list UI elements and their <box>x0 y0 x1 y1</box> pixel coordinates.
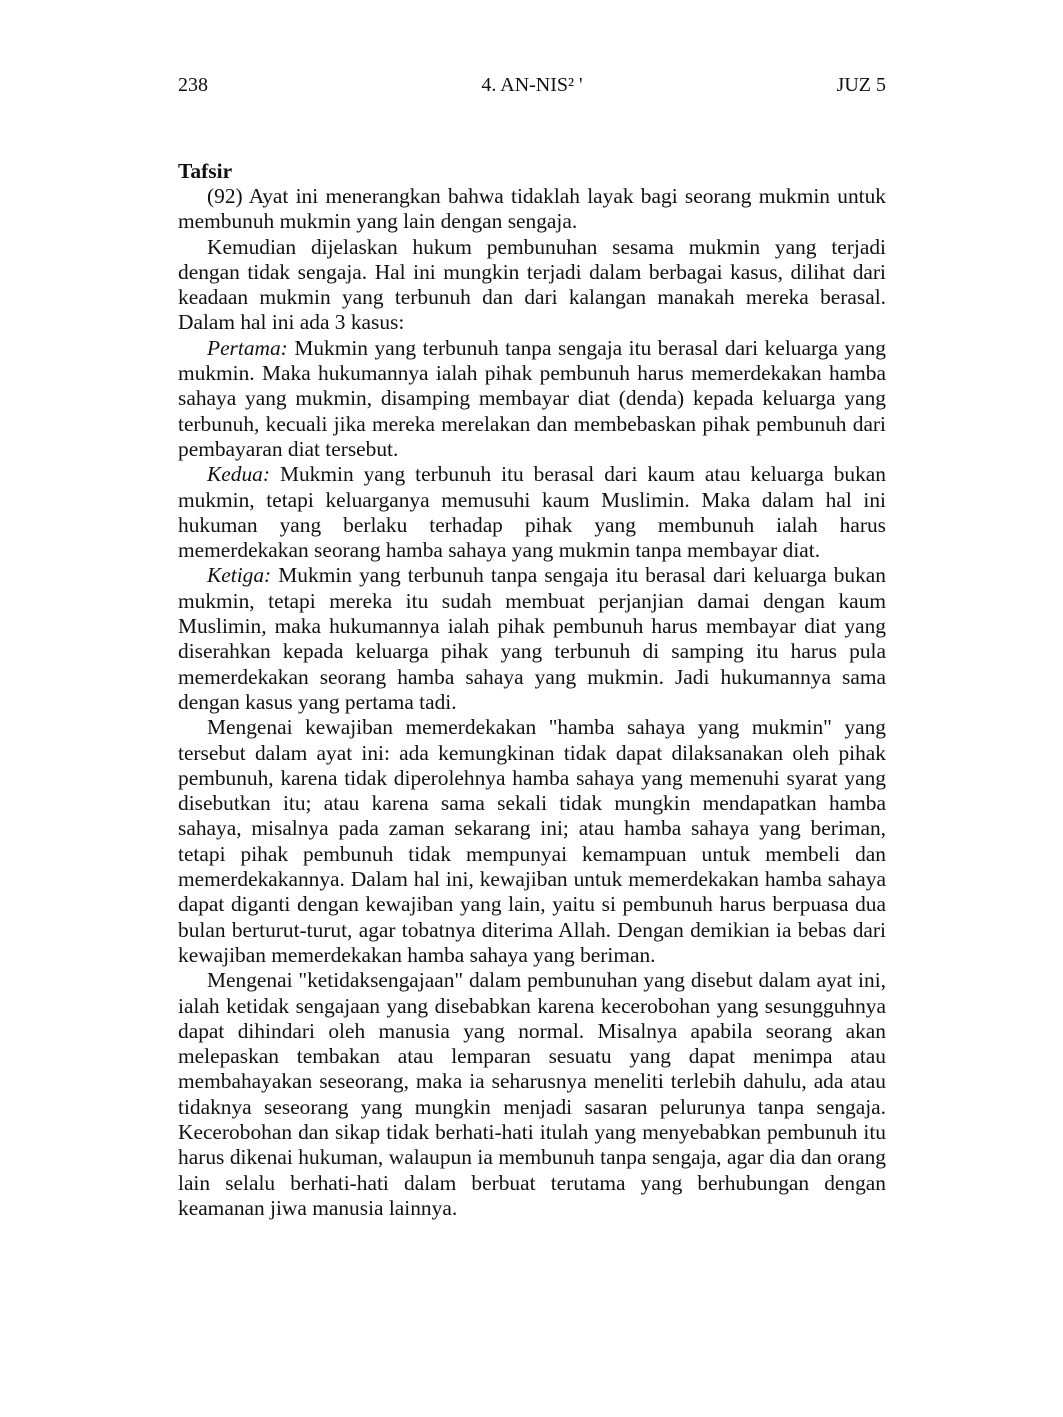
juz-label: JUZ 5 <box>836 74 886 96</box>
case-term: Pertama: <box>207 335 288 360</box>
paragraph-text: Mukmin yang terbunuh itu berasal dari kaum atau keluarga bukan mukmin, tetapi keluarganya memusuhi kaum Muslimin. Maka dalam hal ini hukuman yang berlaku terhadap pihak yang membunuh ialah harus memerdekakan seorang hamba sahaya yang mukmin tanpa membayar diat. <box>178 462 886 563</box>
tafsir-body <box>178 158 886 1221</box>
page-header <box>178 72 886 102</box>
paragraph-case-1 <box>178 336 886 462</box>
paragraph-1 <box>178 184 886 235</box>
paragraph-text: Mukmin yang terbunuh tanpa sengaja itu berasal dari keluarga bukan mukmin, tetapi mereka itu sudah membuat perjanjian damai dengan kaum Muslimin, maka hukumannya ialah pihak pembunuh harus membayar diat yang diserahkan kepada keluarga pihak yang terbunuh di samping itu harus pula memerdekakan seorang hamba sahaya yang mukmin. Jadi hukumannya sama dengan kasus yang pertama tadi. <box>178 563 886 714</box>
paragraph-case-2 <box>178 462 886 563</box>
paragraph-2 <box>178 235 886 336</box>
paragraph-text: Mengenai kewajiban memerdekakan "hamba sahaya yang mukmin" yang tersebut dalam ayat ini: ada kemungkinan tidak dapat dilaksanakan oleh pihak pembunuh, karena tidak diperolehnya hamba sahaya yang memenuhi syarat yang disebutkan itu; atau karena sama sekali tidak mungkin mendapatkan hamba sahaya, misalnya pada zaman sekarang ini; atau hamba sahaya yang beriman, tetapi pihak pembunuh tidak mempunyai kemampuan untuk membeli dan memerdekakannya. Dalam hal ini, kewajiban untuk memerdekakan hamba sahaya dapat diganti dengan kewajiban yang lain, yaitu si pembunuh harus berpuasa dua bulan berturut-turut, agar tobatnya diterima Allah. Dengan demikian ia bebas dari kewajiban memerdekakan hamba sahaya yang beriman. <box>178 715 886 967</box>
section-title: Tafsir <box>178 159 233 183</box>
paragraph-6 <box>178 715 886 968</box>
paragraph-text: Mengenai "ketidaksengajaan" dalam pembunuhan yang disebut dalam ayat ini, ialah ketidak sengajaan yang disebabkan karena kecerobohan yang sesungguhnya dapat dihindari oleh manusia yang normal. Misalnya apabila seorang akan melepaskan tembakan atau lemparan sesuatu yang dapat menimpa atau membahayakan seseorang, maka ia seharusnya meneliti terlebih dahulu, ada atau tidaknya seseorang yang mungkin menjadi sasaran pelurunya tanpa sengaja. Kecerobohan dan sikap tidak berhati-hati itulah yang menyebabkan pembunuh itu harus dikenai hukuman, walaupun ia membunuh tanpa sengaja, agar dia dan orang lain selalu berhati-hati dalam berbuat terutama yang berhubungan dengan keamanan jiwa manusia lainnya. <box>178 968 886 1220</box>
paragraph-text: Mukmin yang terbunuh tanpa sengaja itu berasal dari keluarga yang mukmin. Maka hukumannya ialah pihak pembunuh harus memerdekakan hamba sahaya yang mukmin, disamping membayar diat (denda) kepada keluarga yang terbunuh, kecuali jika mereka merelakan dan membebaskan pihak pembunuh dari pembayaran diat tersebut. <box>178 335 886 461</box>
case-term: Ketiga: <box>207 563 272 588</box>
paragraph-7 <box>178 968 886 1221</box>
paragraph-text: Kemudian dijelaskan hukum pembunuhan sesama mukmin yang terjadi dengan tidak sengaja. Hal ini mungkin terjadi dalam berbagai kasus, dilihat dari keadaan mukmin yang terbunuh dan dari kalangan manakah mereka berasal. Dalam hal ini ada 3 kasus: <box>178 234 886 335</box>
paragraph-case-3 <box>178 563 886 715</box>
paragraph-text: (92) Ayat ini menerangkan bahwa tidaklah layak bagi seorang mukmin untuk membunuh mukmin yang lain dengan sengaja. <box>178 184 886 234</box>
page-number: 238 <box>178 74 208 96</box>
chapter-title: 4. AN-NIS² ' <box>481 74 583 96</box>
case-term: Kedua: <box>207 462 270 487</box>
